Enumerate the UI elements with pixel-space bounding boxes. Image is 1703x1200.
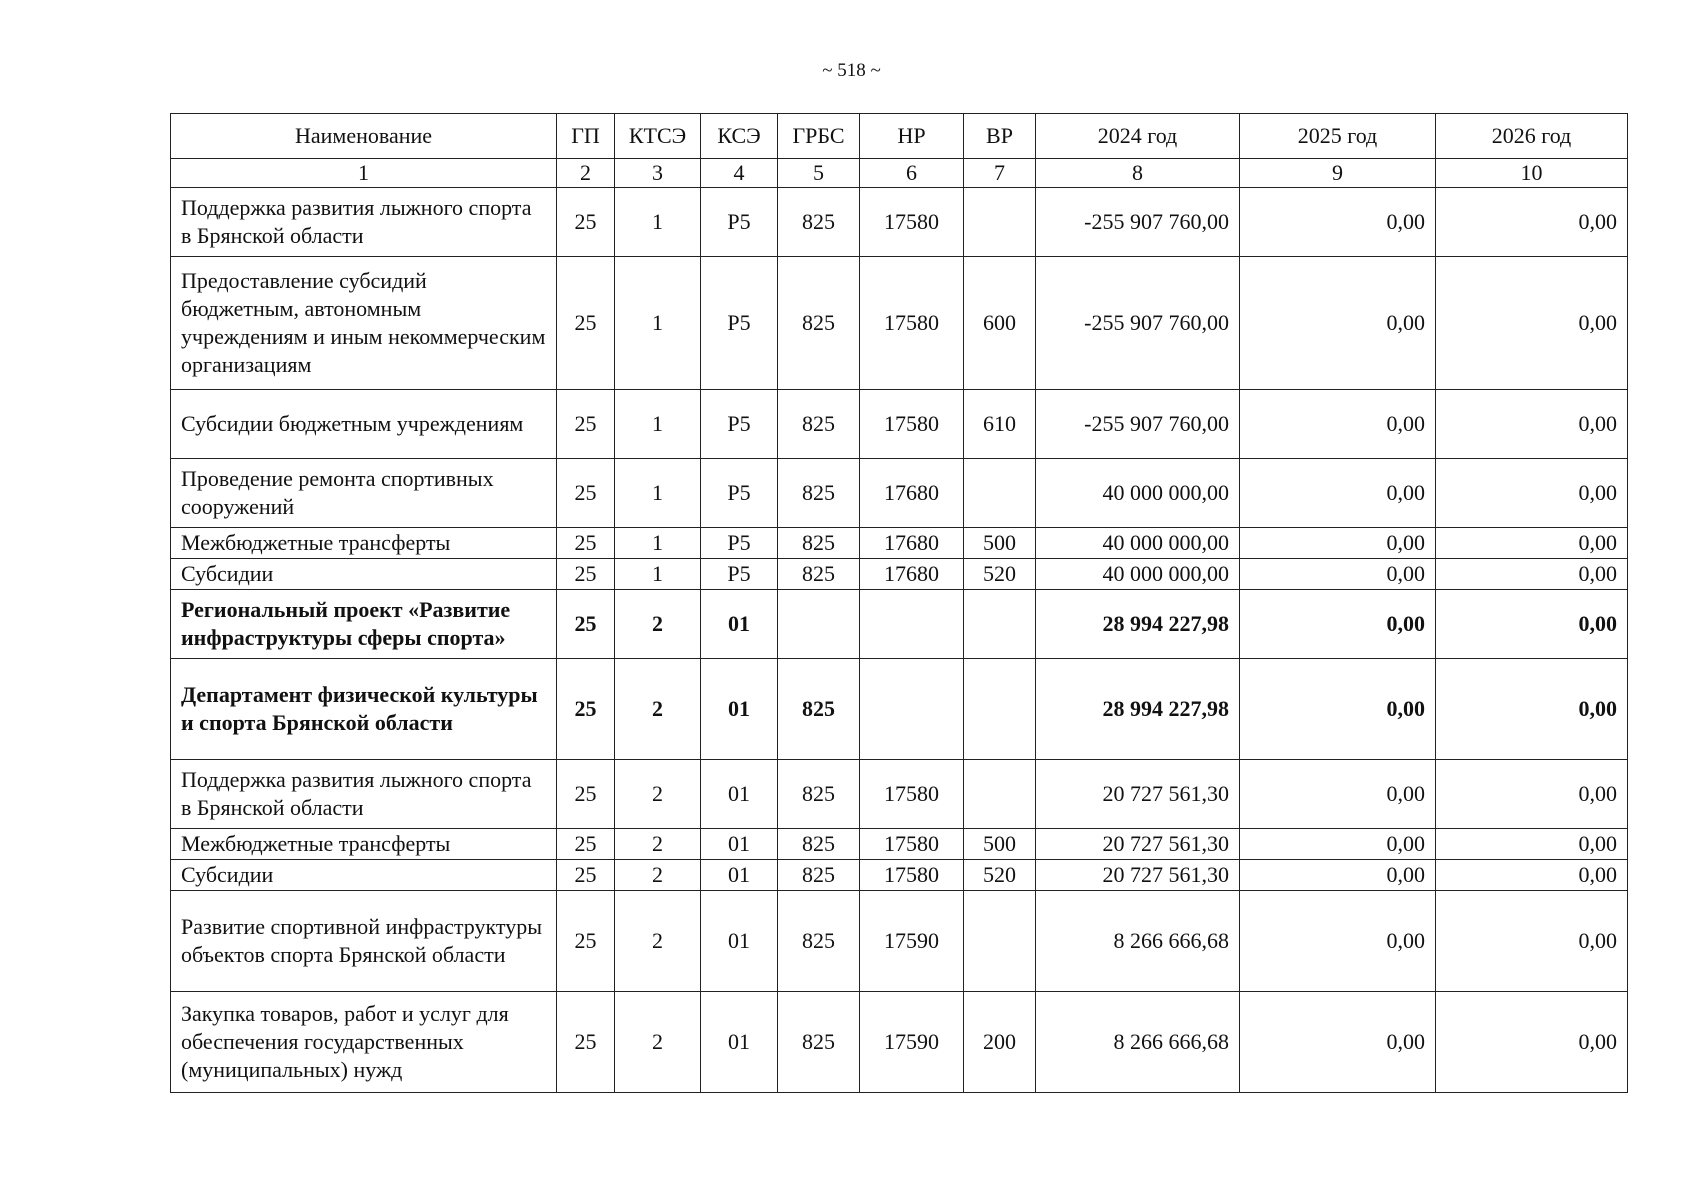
cell-gp: 25 (557, 659, 615, 760)
cell-grbs: 825 (778, 257, 860, 390)
cell-vr (964, 760, 1036, 829)
column-number: 1 (171, 159, 557, 188)
cell-2025: 0,00 (1240, 528, 1436, 559)
cell-ktse: 1 (615, 459, 701, 528)
cell-grbs: 825 (778, 459, 860, 528)
cell-kse: 01 (701, 891, 778, 992)
cell-2026: 0,00 (1436, 559, 1628, 590)
cell-vr (964, 590, 1036, 659)
cell-nr: 17680 (860, 559, 964, 590)
column-number: 10 (1436, 159, 1628, 188)
cell-gp: 25 (557, 829, 615, 860)
cell-2024: 20 727 561,30 (1036, 860, 1240, 891)
column-number: 8 (1036, 159, 1240, 188)
cell-2025: 0,00 (1240, 760, 1436, 829)
table-row (171, 390, 1628, 459)
column-number: 2 (557, 159, 615, 188)
table-row (171, 559, 1628, 590)
cell-kse: Р5 (701, 459, 778, 528)
table-row (171, 188, 1628, 257)
cell-name: Предоставление субсидий бюджетным, автономным учреждениям и иным некоммерческим организациям (171, 257, 557, 390)
table-row (171, 659, 1628, 760)
cell-2024: 8 266 666,68 (1036, 992, 1240, 1093)
cell-grbs: 825 (778, 559, 860, 590)
cell-kse: Р5 (701, 257, 778, 390)
column-number: 6 (860, 159, 964, 188)
cell-2026: 0,00 (1436, 760, 1628, 829)
cell-gp: 25 (557, 860, 615, 891)
cell-grbs: 825 (778, 760, 860, 829)
cell-2024: -255 907 760,00 (1036, 390, 1240, 459)
header-row (171, 114, 1628, 159)
cell-ktse: 1 (615, 559, 701, 590)
cell-kse: 01 (701, 659, 778, 760)
table-row (171, 760, 1628, 829)
cell-gp: 25 (557, 590, 615, 659)
cell-grbs: 825 (778, 992, 860, 1093)
cell-grbs (778, 590, 860, 659)
page-number: ~ 518 ~ (822, 60, 881, 81)
header-ktse: КТСЭ (615, 114, 701, 159)
cell-2026: 0,00 (1436, 528, 1628, 559)
cell-vr: 500 (964, 829, 1036, 860)
cell-nr (860, 590, 964, 659)
cell-ktse: 1 (615, 390, 701, 459)
cell-nr: 17580 (860, 860, 964, 891)
cell-2024: 20 727 561,30 (1036, 760, 1240, 829)
cell-2025: 0,00 (1240, 590, 1436, 659)
header-2024: 2024 год (1036, 114, 1240, 159)
cell-2024: 40 000 000,00 (1036, 459, 1240, 528)
header-nr: НР (860, 114, 964, 159)
cell-gp: 25 (557, 760, 615, 829)
cell-2024: -255 907 760,00 (1036, 188, 1240, 257)
table-row (171, 992, 1628, 1093)
cell-grbs: 825 (778, 659, 860, 760)
header-name: Наименование (171, 114, 557, 159)
cell-grbs: 825 (778, 390, 860, 459)
header-2025: 2025 год (1240, 114, 1436, 159)
column-number: 4 (701, 159, 778, 188)
cell-ktse: 1 (615, 188, 701, 257)
cell-2024: 8 266 666,68 (1036, 891, 1240, 992)
cell-vr (964, 659, 1036, 760)
cell-nr: 17680 (860, 528, 964, 559)
cell-name: Межбюджетные трансферты (171, 528, 557, 559)
column-number: 5 (778, 159, 860, 188)
cell-nr: 17580 (860, 390, 964, 459)
table-body (171, 188, 1628, 1093)
cell-gp: 25 (557, 891, 615, 992)
cell-gp: 25 (557, 992, 615, 1093)
cell-2025: 0,00 (1240, 188, 1436, 257)
table-row (171, 257, 1628, 390)
cell-name: Субсидии (171, 860, 557, 891)
cell-name: Региональный проект «Развитие инфраструктуры сферы спорта» (171, 590, 557, 659)
cell-name: Департамент физической культуры и спорта Брянской области (171, 659, 557, 760)
cell-grbs: 825 (778, 188, 860, 257)
table-row (171, 860, 1628, 891)
cell-nr (860, 659, 964, 760)
cell-kse: 01 (701, 860, 778, 891)
cell-2026: 0,00 (1436, 829, 1628, 860)
cell-grbs: 825 (778, 891, 860, 992)
cell-gp: 25 (557, 459, 615, 528)
cell-kse: Р5 (701, 390, 778, 459)
cell-kse: Р5 (701, 188, 778, 257)
column-number: 7 (964, 159, 1036, 188)
cell-2025: 0,00 (1240, 390, 1436, 459)
cell-2025: 0,00 (1240, 559, 1436, 590)
cell-2024: 28 994 227,98 (1036, 590, 1240, 659)
cell-grbs: 825 (778, 860, 860, 891)
cell-2026: 0,00 (1436, 590, 1628, 659)
header-kse: КСЭ (701, 114, 778, 159)
cell-vr: 500 (964, 528, 1036, 559)
cell-kse: 01 (701, 992, 778, 1093)
cell-2026: 0,00 (1436, 860, 1628, 891)
cell-vr: 200 (964, 992, 1036, 1093)
budget-table (170, 113, 1628, 1093)
cell-ktse: 2 (615, 659, 701, 760)
cell-2025: 0,00 (1240, 257, 1436, 390)
cell-ktse: 2 (615, 891, 701, 992)
header-grbs: ГРБС (778, 114, 860, 159)
cell-name: Межбюджетные трансферты (171, 829, 557, 860)
cell-2024: 40 000 000,00 (1036, 559, 1240, 590)
cell-vr: 600 (964, 257, 1036, 390)
cell-vr: 610 (964, 390, 1036, 459)
cell-name: Поддержка развития лыжного спорта в Брянской области (171, 188, 557, 257)
cell-nr: 17580 (860, 188, 964, 257)
cell-2026: 0,00 (1436, 992, 1628, 1093)
cell-vr (964, 891, 1036, 992)
cell-name: Поддержка развития лыжного спорта в Брянской области (171, 760, 557, 829)
cell-2026: 0,00 (1436, 257, 1628, 390)
cell-gp: 25 (557, 257, 615, 390)
header-gp: ГП (557, 114, 615, 159)
cell-name: Субсидии (171, 559, 557, 590)
cell-vr: 520 (964, 860, 1036, 891)
cell-vr (964, 459, 1036, 528)
cell-grbs: 825 (778, 829, 860, 860)
cell-2025: 0,00 (1240, 459, 1436, 528)
cell-name: Проведение ремонта спортивных сооружений (171, 459, 557, 528)
header-vr: ВР (964, 114, 1036, 159)
cell-2026: 0,00 (1436, 390, 1628, 459)
cell-name: Закупка товаров, работ и услуг для обеспечения государственных (муниципальных) нужд (171, 992, 557, 1093)
cell-ktse: 2 (615, 760, 701, 829)
cell-2024: 20 727 561,30 (1036, 829, 1240, 860)
column-number: 9 (1240, 159, 1436, 188)
cell-ktse: 1 (615, 257, 701, 390)
cell-2026: 0,00 (1436, 188, 1628, 257)
cell-2026: 0,00 (1436, 891, 1628, 992)
column-number: 3 (615, 159, 701, 188)
cell-2024: 28 994 227,98 (1036, 659, 1240, 760)
cell-2026: 0,00 (1436, 659, 1628, 760)
cell-nr: 17580 (860, 829, 964, 860)
cell-2024: 40 000 000,00 (1036, 528, 1240, 559)
cell-2025: 0,00 (1240, 891, 1436, 992)
cell-ktse: 1 (615, 528, 701, 559)
cell-gp: 25 (557, 528, 615, 559)
cell-2025: 0,00 (1240, 992, 1436, 1093)
cell-ktse: 2 (615, 829, 701, 860)
cell-kse: 01 (701, 590, 778, 659)
cell-ktse: 2 (615, 992, 701, 1093)
table-row (171, 459, 1628, 528)
cell-gp: 25 (557, 188, 615, 257)
cell-kse: Р5 (701, 559, 778, 590)
table-row (171, 891, 1628, 992)
cell-2025: 0,00 (1240, 659, 1436, 760)
cell-gp: 25 (557, 390, 615, 459)
cell-nr: 17680 (860, 459, 964, 528)
cell-vr (964, 188, 1036, 257)
cell-nr: 17590 (860, 992, 964, 1093)
cell-kse: 01 (701, 829, 778, 860)
header-2026: 2026 год (1436, 114, 1628, 159)
cell-2025: 0,00 (1240, 860, 1436, 891)
cell-kse: 01 (701, 760, 778, 829)
table-row (171, 590, 1628, 659)
cell-kse: Р5 (701, 528, 778, 559)
table-row (171, 829, 1628, 860)
cell-nr: 17580 (860, 257, 964, 390)
cell-nr: 17580 (860, 760, 964, 829)
cell-name: Субсидии бюджетным учреждениям (171, 390, 557, 459)
cell-2025: 0,00 (1240, 829, 1436, 860)
cell-nr: 17590 (860, 891, 964, 992)
cell-2026: 0,00 (1436, 459, 1628, 528)
column-number-row (171, 159, 1628, 188)
cell-vr: 520 (964, 559, 1036, 590)
table-row (171, 528, 1628, 559)
cell-ktse: 2 (615, 590, 701, 659)
cell-grbs: 825 (778, 528, 860, 559)
cell-gp: 25 (557, 559, 615, 590)
cell-name: Развитие спортивной инфраструктуры объектов спорта Брянской области (171, 891, 557, 992)
cell-2024: -255 907 760,00 (1036, 257, 1240, 390)
cell-ktse: 2 (615, 860, 701, 891)
